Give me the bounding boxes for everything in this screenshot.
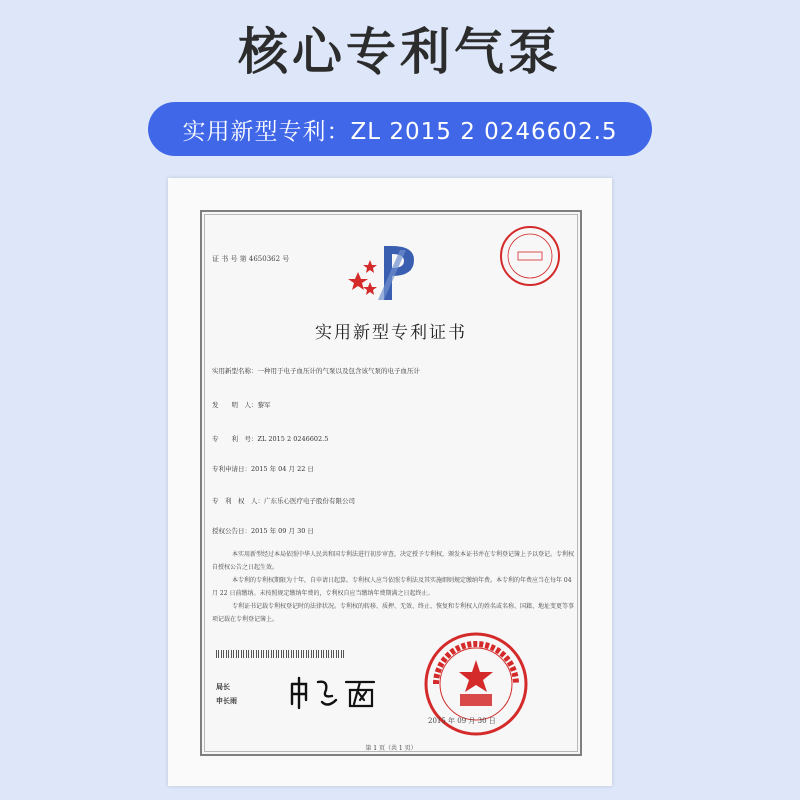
director-label: 局长 bbox=[216, 683, 230, 691]
field-utility-model-name: 实用新型名称：一种用于电子血压计的气泵以及包含该气泵的电子血压计 bbox=[212, 367, 420, 375]
seal-date: 2015 年 09 月 30 日 bbox=[428, 717, 496, 725]
certificate-heading: 实用新型专利证书 bbox=[315, 323, 467, 343]
small-red-seal-icon bbox=[498, 224, 562, 288]
patent-office-logo-icon bbox=[348, 242, 428, 304]
field-patent-number: 专 利 号：ZL 2015 2 0246602.5 bbox=[212, 435, 329, 443]
field-patentee: 专 利 权 人：广东乐心医疗电子股份有限公司 bbox=[212, 497, 355, 505]
handwritten-signature-icon bbox=[288, 674, 378, 710]
certificate-frame bbox=[200, 210, 582, 756]
barcode bbox=[216, 650, 346, 658]
body-paragraph: 本专利的专利权期限为十年，自申请日起算。专利权人应当依照专利法及其实施细则规定缴纳年费。本专利的年费应当在每年 04 月 22 日前缴纳。未按照规定缴纳年费的，专利权自应当缴纳年费期满之日起终止。 bbox=[212, 577, 572, 597]
certificate-number: 证 书 号 第 4650362 号 bbox=[212, 255, 290, 263]
page-title: 核心专利气泵 bbox=[238, 23, 562, 81]
director-name: 申长雨 bbox=[216, 697, 237, 705]
field-application-date: 专利申请日：2015 年 04 月 22 日 bbox=[212, 465, 314, 473]
patent-number-badge bbox=[148, 102, 652, 156]
page-number: 第 1 页（共 1 页） bbox=[365, 745, 417, 752]
field-inventor: 发 明 人：黎军 bbox=[212, 401, 271, 409]
certificate-body-text bbox=[212, 548, 574, 626]
certificate-sheet bbox=[168, 178, 612, 786]
body-paragraph: 本实用新型经过本局依照中华人民共和国专利法进行初步审查，决定授予专利权，颁发本证书并在专利登记簿上予以登记。专利权自授权公告之日起生效。 bbox=[212, 551, 575, 571]
body-paragraph: 专利证书记载专利权登记时的法律状况。专利权的转移、质押、无效、终止、恢复和专利权人的姓名或名称、国籍、地址变更等事项记载在专利登记簿上。 bbox=[212, 603, 575, 623]
field-grant-date: 授权公告日：2015 年 09 月 30 日 bbox=[212, 527, 314, 535]
patent-number-text: 实用新型专利：ZL 2015 2 0246602.5 bbox=[182, 118, 618, 145]
